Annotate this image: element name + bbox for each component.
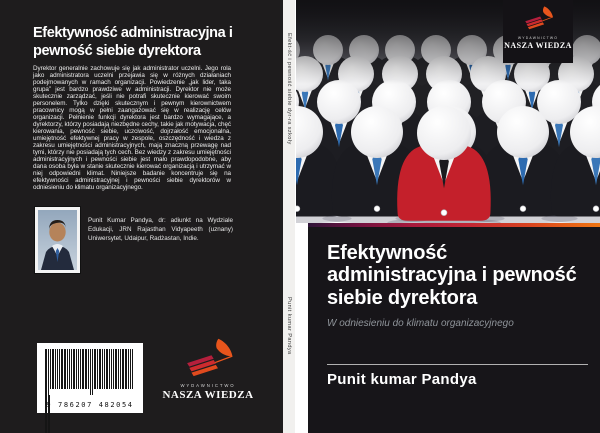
publisher-logo-front xyxy=(503,5,573,50)
author-portrait-illustration xyxy=(38,210,77,270)
barcode-bars xyxy=(45,349,135,395)
author-bio-text: Punit Kumar Pandya, dr: adiunkt na Wydziale Edukacji, JRN Rajasthan Vidyapeeth (uznany) Uniwersytet, Udaipur, Radżastan, Indie. xyxy=(88,217,233,243)
front-title-line2: administracyjna i pewność xyxy=(327,264,577,287)
barcode-digits: 9 786207 482054 xyxy=(46,401,134,409)
back-blurb-text: Dyrektor generalnie zachowuje się jak administrator uczelni. Jego rola jako administratora uczelni przejawia się w różnych działaniach podejmowanych w ramach organizacji. Powiedzenie „jak lider, taka grupa” jest bardzo prawdziwe w administracji. Dyrektor nie może skutecznie zarządzać, jeśli nie potrafi skutecznie kierować swoim personelem. Tylko dzięki skutecznym i pewnym kierownictwem pracownicy mogą w pełni zaangażować się w realizację celów organizacji. Pełnienie funkcji dyrektora jest bardzo wymagające, a dyrektorzy, którzy posiadają niezbędne cechy, takie jak motywacja, chęć kierowania, pewność siebie, uczciwość, dojrzałość emocjonalna, umiejętność efektywnej pracy w zespole, oszczędność i wiedza z zakresu umiejętności administracyjnych, mają znaczną przewagę nad tymi, którzy nie posiadają tych cech. Bez wiedzy z zakresu umiejętności administracyjnych i pewności siebie jest mało prawdopodobne, aby dana osoba była w stanie skutecznie kierować organizacją i utrzymać w niej odpowiedni klimat. Niniejsze badanie koncentruje się na efektywności administracyjnej i pewności siebie dyrektorów w odniesieniu do klimatu organizacyjnego. xyxy=(33,65,231,192)
front-title-block xyxy=(308,227,600,433)
back-title-line1: Efektywność administracyjna i xyxy=(33,25,233,41)
front-title-line3: siebie dyrektora xyxy=(327,286,478,309)
publisher-name: NASZA WIEDZA xyxy=(162,389,254,401)
divider-rule xyxy=(327,364,588,365)
publisher-label: WYDAWNICTWO xyxy=(180,383,236,388)
front-author: Punit kumar Pandya xyxy=(327,371,477,388)
spine xyxy=(283,0,295,433)
spine-title: Efekt-ść i pewność siebie dyr-ra szkoły xyxy=(286,33,292,145)
front-cover xyxy=(295,0,600,433)
author-photo xyxy=(35,207,80,273)
publisher-label: WYDAWNICTWO xyxy=(517,36,559,40)
publisher-logo-icon xyxy=(521,5,555,30)
front-title-line1: Efektywność xyxy=(327,242,448,264)
back-title xyxy=(33,25,268,60)
publisher-logo-patch xyxy=(503,0,573,63)
barcode xyxy=(37,343,143,413)
back-cover xyxy=(0,0,283,433)
spine-author: Punit kumar Pandya xyxy=(286,297,292,355)
front-subtitle: W odniesieniu do klimatu organizacyjnego xyxy=(327,318,514,330)
back-title-line2: pewność siebie dyrektora xyxy=(33,42,201,59)
front-title xyxy=(327,242,590,309)
publisher-logo-icon xyxy=(180,337,236,377)
publisher-logo-back xyxy=(158,337,258,401)
publisher-name: NASZA WIEDZA xyxy=(504,41,572,50)
figurines-photo xyxy=(296,0,600,223)
